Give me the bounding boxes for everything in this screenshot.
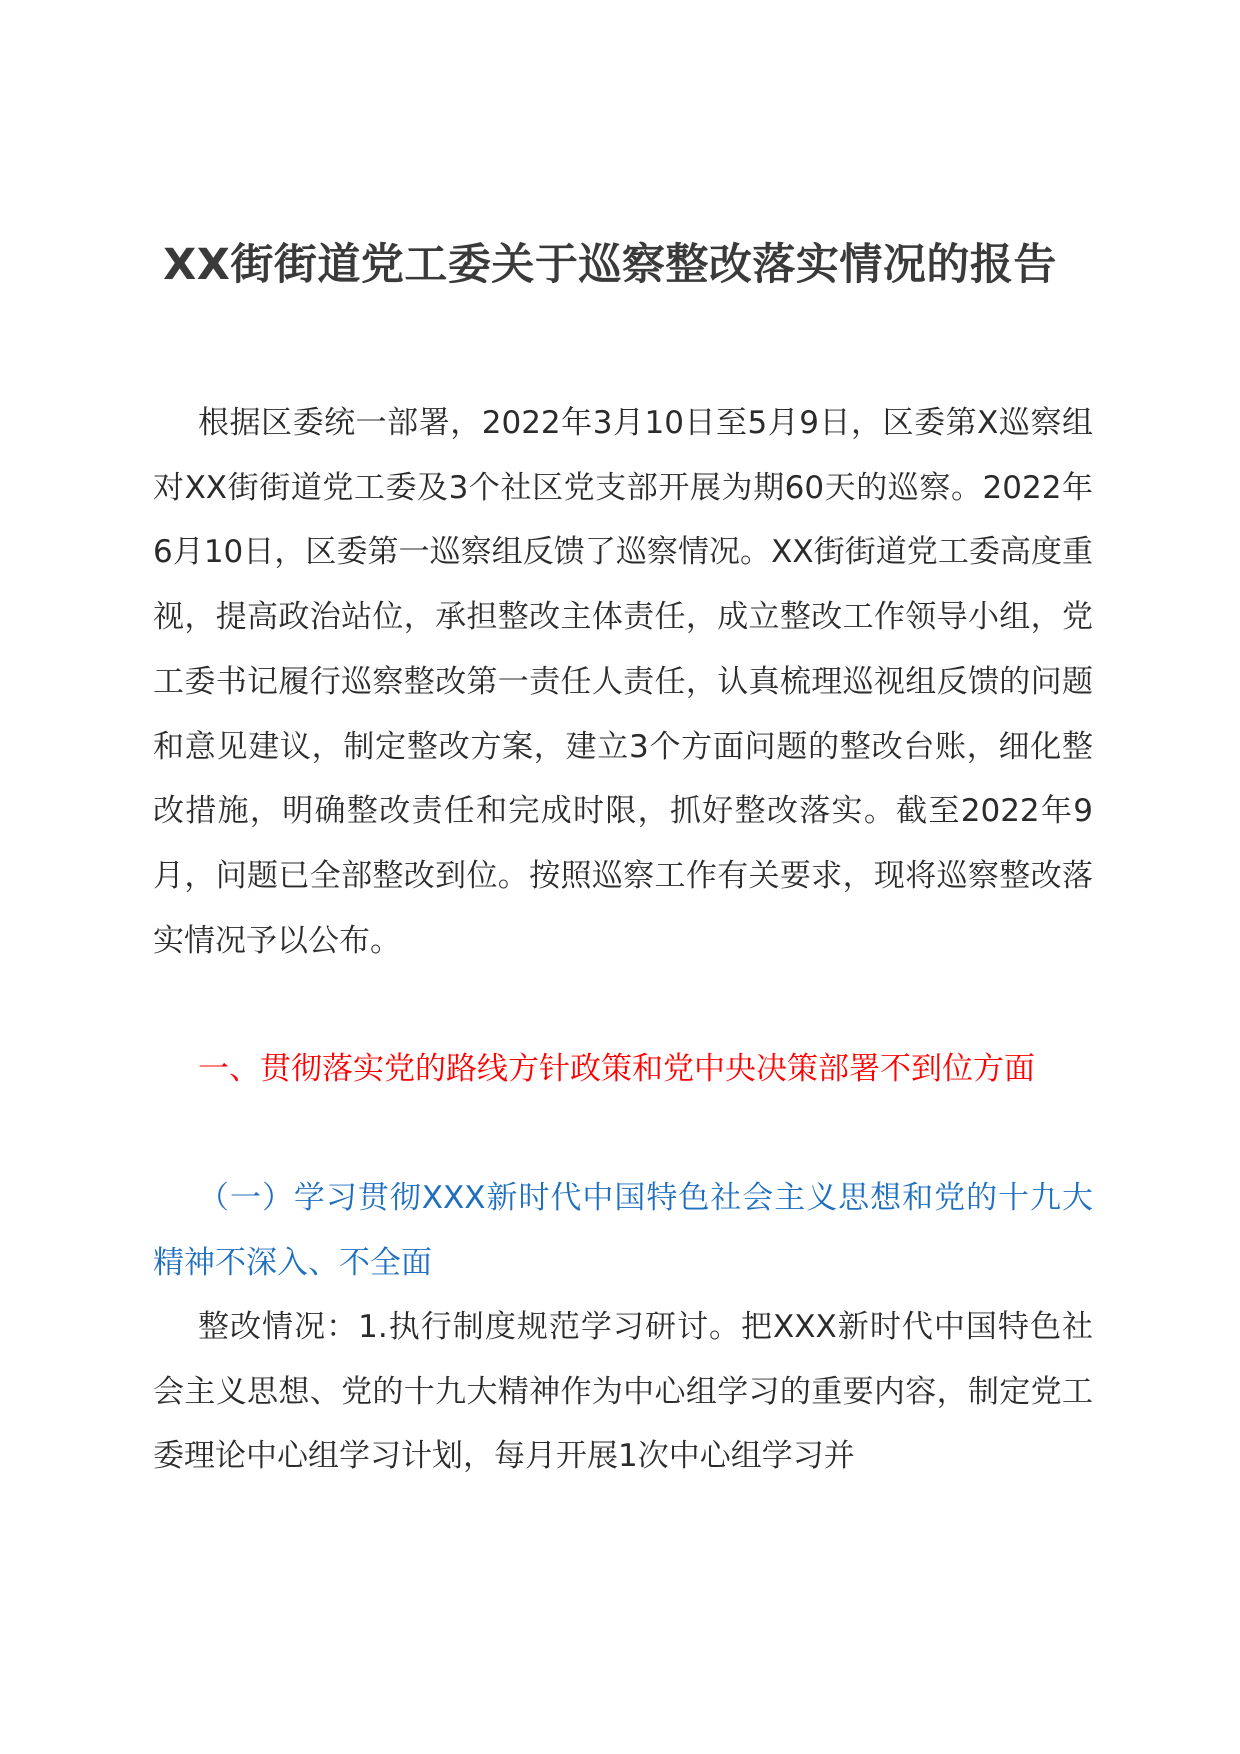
document-title: XX街街道党工委关于巡察整改落实情况的报告	[163, 240, 1057, 290]
rectification-paragraph: 整改情况：1.执行制度规范学习研讨。把XXX新时代中国特色社会主义思想、党的十九大精神作为中心组学习的重要内容，制定党工委理论中心组学习计划，每月开展1次中心组学习并	[153, 1309, 1093, 1475]
subsection-heading-1: （一）学习贯彻XXX新时代中国特色社会主义思想和党的十九大精神不深入、不全面	[153, 1180, 1093, 1281]
intro-paragraph: 根据区委统一部署，2022年3月10日至5月9日，区委第X巡察组对XX街街道党工委及3个社区党支部开展为期60天的巡察。2022年6月10日，区委第一巡察组反馈了巡察情况。XX街街道党工委高度重视，提高政治站位，承担整改主体责任，成立整改工作领导小组，党工委书记履行巡察整改第一责任人责任，认真梳理巡视组反馈的问题和意见建议，制定整改方案，建立3个方面问题的整改台账，细化整改措施，明确整改责任和完成时限，抓好整改落实。截至2022年9月，问题已全部整改到位。按照巡察工作有关要求，现将巡察整改落实情况予以公布。	[153, 405, 1093, 959]
section-heading-1: 一、贯彻落实党的路线方针政策和党中央决策部署不到位方面	[198, 1051, 1035, 1087]
